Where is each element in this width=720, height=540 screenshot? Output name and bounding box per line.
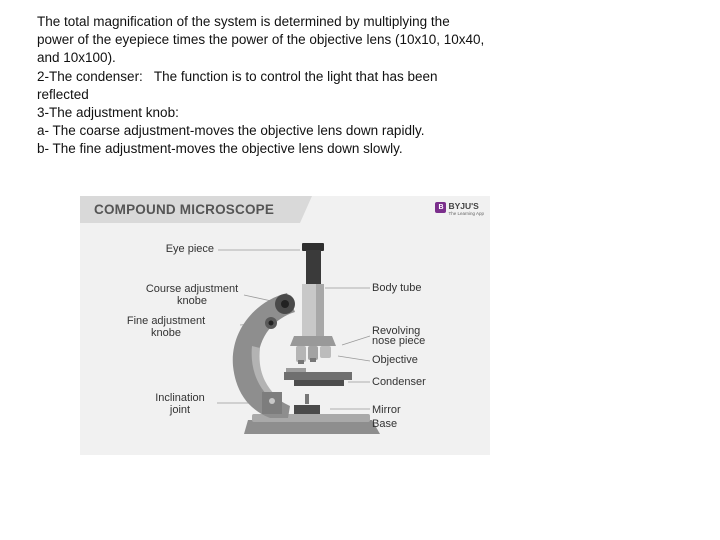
- label-fine-adjustment: [110, 315, 222, 339]
- text-line: reflected: [37, 86, 89, 102]
- label-coarse-line2: knobe: [177, 295, 207, 307]
- fine-knob-center: [269, 321, 274, 326]
- microscope-figure: [80, 196, 490, 455]
- mirror-holder: [294, 405, 320, 414]
- base-shape: [244, 420, 380, 434]
- objective-lens-3: [320, 346, 331, 358]
- label-inclination-line2: joint: [169, 404, 191, 416]
- label-revolving-line2: nose piece: [372, 335, 426, 347]
- label-mirror: Mirror: [372, 404, 401, 416]
- label-inclination-joint: [140, 392, 220, 416]
- eyepiece-shape: [302, 243, 324, 251]
- text-line: The total magnification of the system is determined by multiplying the: [37, 14, 450, 29]
- label-coarse-line1: Course adjustment: [145, 283, 239, 295]
- label-condenser: Condenser: [372, 376, 426, 388]
- stage-clip: [286, 368, 306, 372]
- body-tube-shade: [316, 284, 324, 338]
- objective-lens-2: [308, 346, 318, 360]
- label-body-tube: Body tube: [372, 282, 422, 294]
- inclination-joint-pin: [269, 398, 275, 404]
- condenser-shape: [294, 380, 344, 386]
- brand-tagline: The Learning App: [448, 211, 484, 216]
- brand-icon: B: [435, 202, 446, 213]
- label-revolving-nose-piece: [372, 326, 425, 346]
- text-line: and 10x100).: [37, 50, 116, 66]
- objective-lens-1: [296, 346, 306, 362]
- label-revolving-line1: Revolving: [372, 325, 421, 337]
- text-block: [37, 13, 677, 159]
- label-inclination-line1: Inclination: [155, 392, 205, 404]
- nosepiece-shape: [290, 336, 336, 346]
- coarse-knob-center: [281, 300, 289, 308]
- text-line: 3-The adjustment knob:: [37, 105, 179, 121]
- label-coarse-adjustment: [132, 283, 252, 307]
- objective-tip-2: [310, 358, 316, 362]
- text-line: 2-The condenser: The function is to control the light that has been: [37, 68, 438, 84]
- label-eye-piece: Eye piece: [165, 243, 214, 255]
- brand-name: BYJU'S: [448, 201, 479, 211]
- mirror-stem: [305, 394, 309, 404]
- eyepiece-tube: [306, 250, 321, 286]
- objective-tip-1: [298, 360, 304, 364]
- label-objective: Objective: [372, 354, 418, 366]
- text-line: a- The coarse adjustment-moves the objective lens down rapidly.: [37, 123, 425, 139]
- text-line: b- The fine adjustment-moves the objective lens down slowly.: [37, 141, 403, 157]
- figure-title: COMPOUND MICROSCOPE: [94, 202, 275, 217]
- stage-shape: [284, 372, 352, 380]
- label-fine-line1: Fine adjustment: [126, 315, 206, 327]
- label-fine-line2: knobe: [151, 327, 181, 339]
- label-base: Base: [372, 418, 398, 430]
- text-line: power of the eyepiece times the power of the objective lens (10x10, 10x40,: [37, 32, 485, 48]
